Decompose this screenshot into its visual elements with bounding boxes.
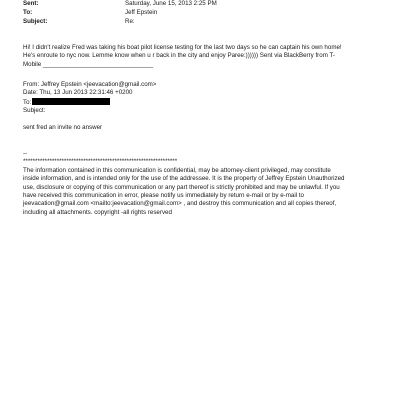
disclaimer-line: jeevacation@gmail.com <mailto:jeevacation@gmail.com> , and destroy this communication and all copies thereof, [23, 200, 337, 208]
disclaimer-line: use, disclosure or copying of this communication or any part thereof is strictly prohibited and may be unlawful. If you [23, 183, 340, 191]
redaction-box [32, 98, 110, 105]
disclaimer-line: have received this communication in error, please notify us immediately by return e-mail or by e-mail to [23, 192, 304, 200]
quoted-header [23, 81, 378, 116]
message-line: He's enroute to nyc now. Lemme know when u r back in the city and enjoy Paree:)))))) Sent via BlackBerry from T- [23, 52, 335, 60]
message-body [23, 44, 378, 69]
quoted-body-text: sent fred an invite no answer [23, 124, 103, 131]
subject-value: Re: [125, 18, 135, 25]
signature-stars: **************************************************************** [23, 158, 178, 166]
quoted-from: From: Jeffrey Epstein <jeevacation@gmail.com> [23, 81, 157, 88]
disclaimer-line: The information contained in this communication is confidential, may be attorney-client privileged, may constitute [23, 166, 331, 174]
to-value: Jeff Epstein [125, 9, 158, 16]
disclaimer-line: inside information, and is intended only for the use of the addressee. It is the property of Jeffrey Epstein Unauthorized [23, 175, 345, 183]
quoted-subject: Subject: [23, 107, 46, 115]
disclaimer-line: including all attachments. copyright -all rights reserved [23, 208, 172, 216]
sent-value: Saturday, June 15, 2013 2:25 PM [125, 0, 217, 7]
quoted-to-label: To: [23, 98, 32, 106]
to-label: To: [23, 9, 33, 16]
sent-label: Sent: [23, 0, 39, 7]
signature-block [23, 150, 378, 217]
subject-label: Subject: [23, 18, 48, 25]
quoted-to [23, 98, 378, 107]
quoted-body [23, 124, 378, 132]
quoted-date: Date: Thu, 13 Jun 2013 22:31:46 +0200 [23, 89, 133, 97]
message-line: Mobile ________________________________ [23, 60, 154, 68]
message-line: Hi! I didn't realize Fred was taking his boat pilot license testing for the last two days so he can captain his own home! [23, 44, 342, 51]
signature-dashes: -- [23, 150, 28, 157]
